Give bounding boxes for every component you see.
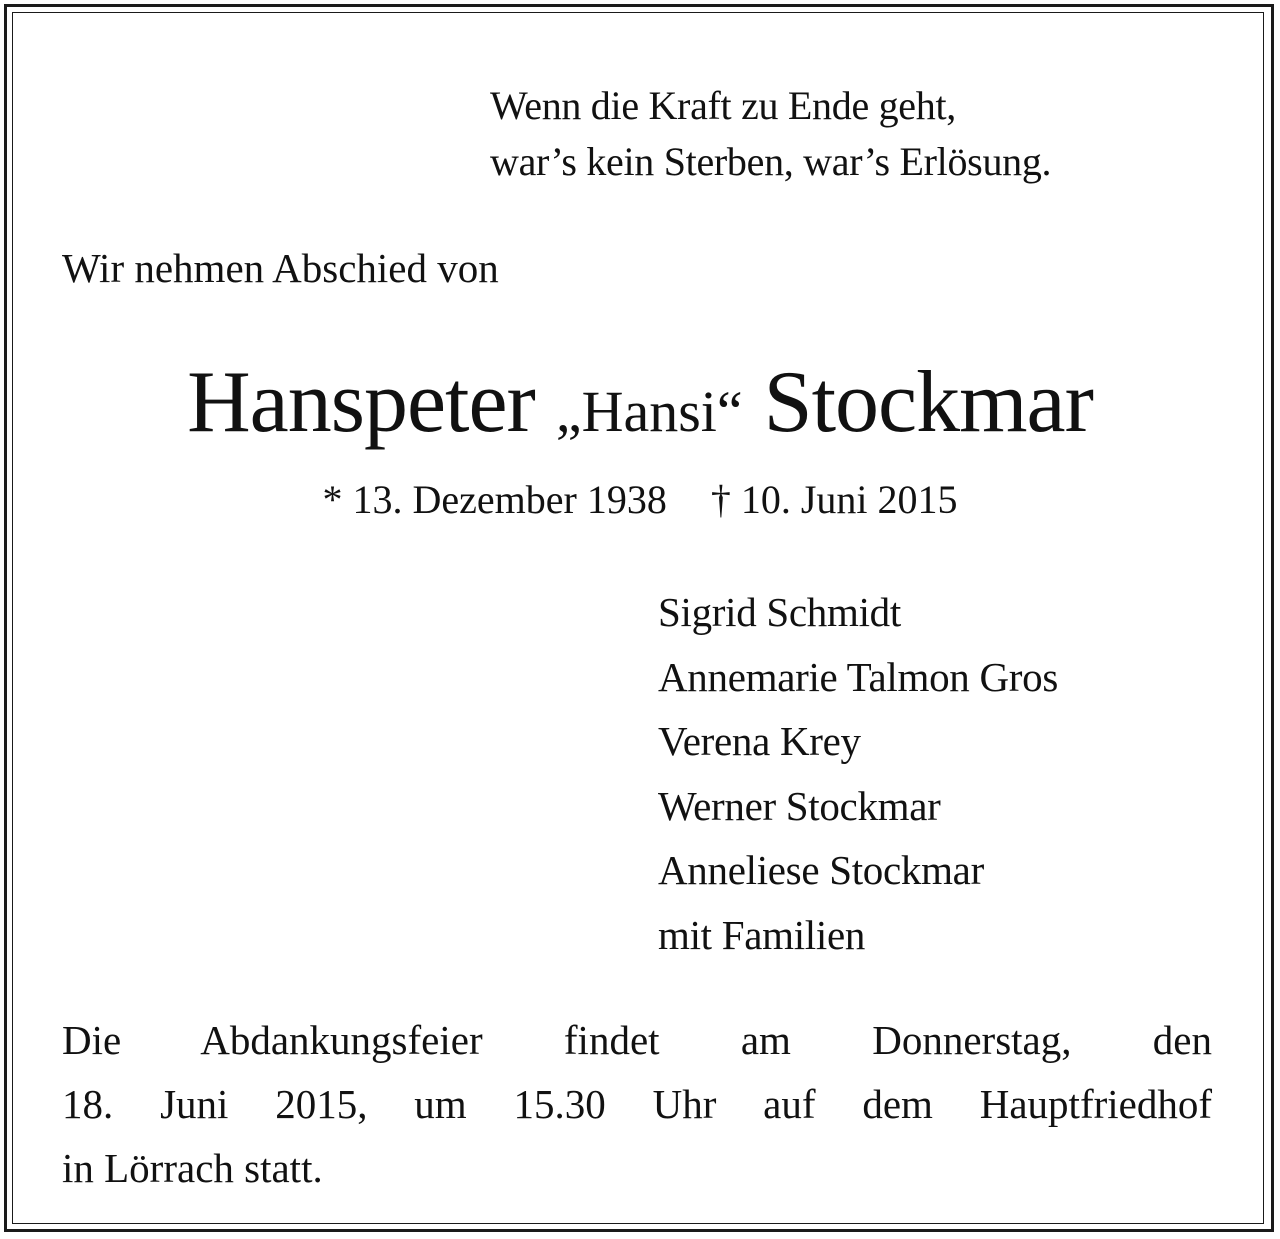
life-dates <box>0 472 1280 528</box>
ceremony-line-1: Die Abdankungsfeier findet am Donnerstag, den <box>62 1017 1212 1063</box>
farewell-intro: Wir nehmen Abschied von <box>62 245 499 291</box>
death-date: † 10. Juni 2015 <box>710 477 958 522</box>
mourner-name: Annemarie Talmon Gros <box>658 653 1058 700</box>
ceremony-notice <box>62 1008 1212 1200</box>
mourner-name: Sigrid Schmidt <box>658 589 901 635</box>
deceased-nickname: „Hansi“ <box>555 379 743 444</box>
ceremony-line-2: 18. Juni 2015, um 15.30 Uhr auf dem Hauptfriedhof <box>62 1081 1212 1127</box>
ceremony-line-3: in Lörrach statt. <box>62 1145 323 1191</box>
deceased-first-name: Hanspeter <box>187 354 535 451</box>
birth-date: * 13. Dezember 1938 <box>322 477 667 522</box>
verse <box>490 78 1051 190</box>
mourners-list <box>658 580 1058 967</box>
mourner-families: mit Familien <box>658 911 866 958</box>
deceased-name <box>0 348 1280 467</box>
verse-line-1: Wenn die Kraft zu Ende geht, <box>490 83 956 128</box>
verse-line-2: war’s kein Sterben, war’s Erlösung. <box>490 139 1052 184</box>
mourner-name: Anneliese Stockmar <box>658 847 984 893</box>
deceased-last-name: Stockmar <box>763 354 1093 451</box>
mourner-name: Verena Krey <box>658 718 861 764</box>
mourner-name: Werner Stockmar <box>658 782 941 829</box>
